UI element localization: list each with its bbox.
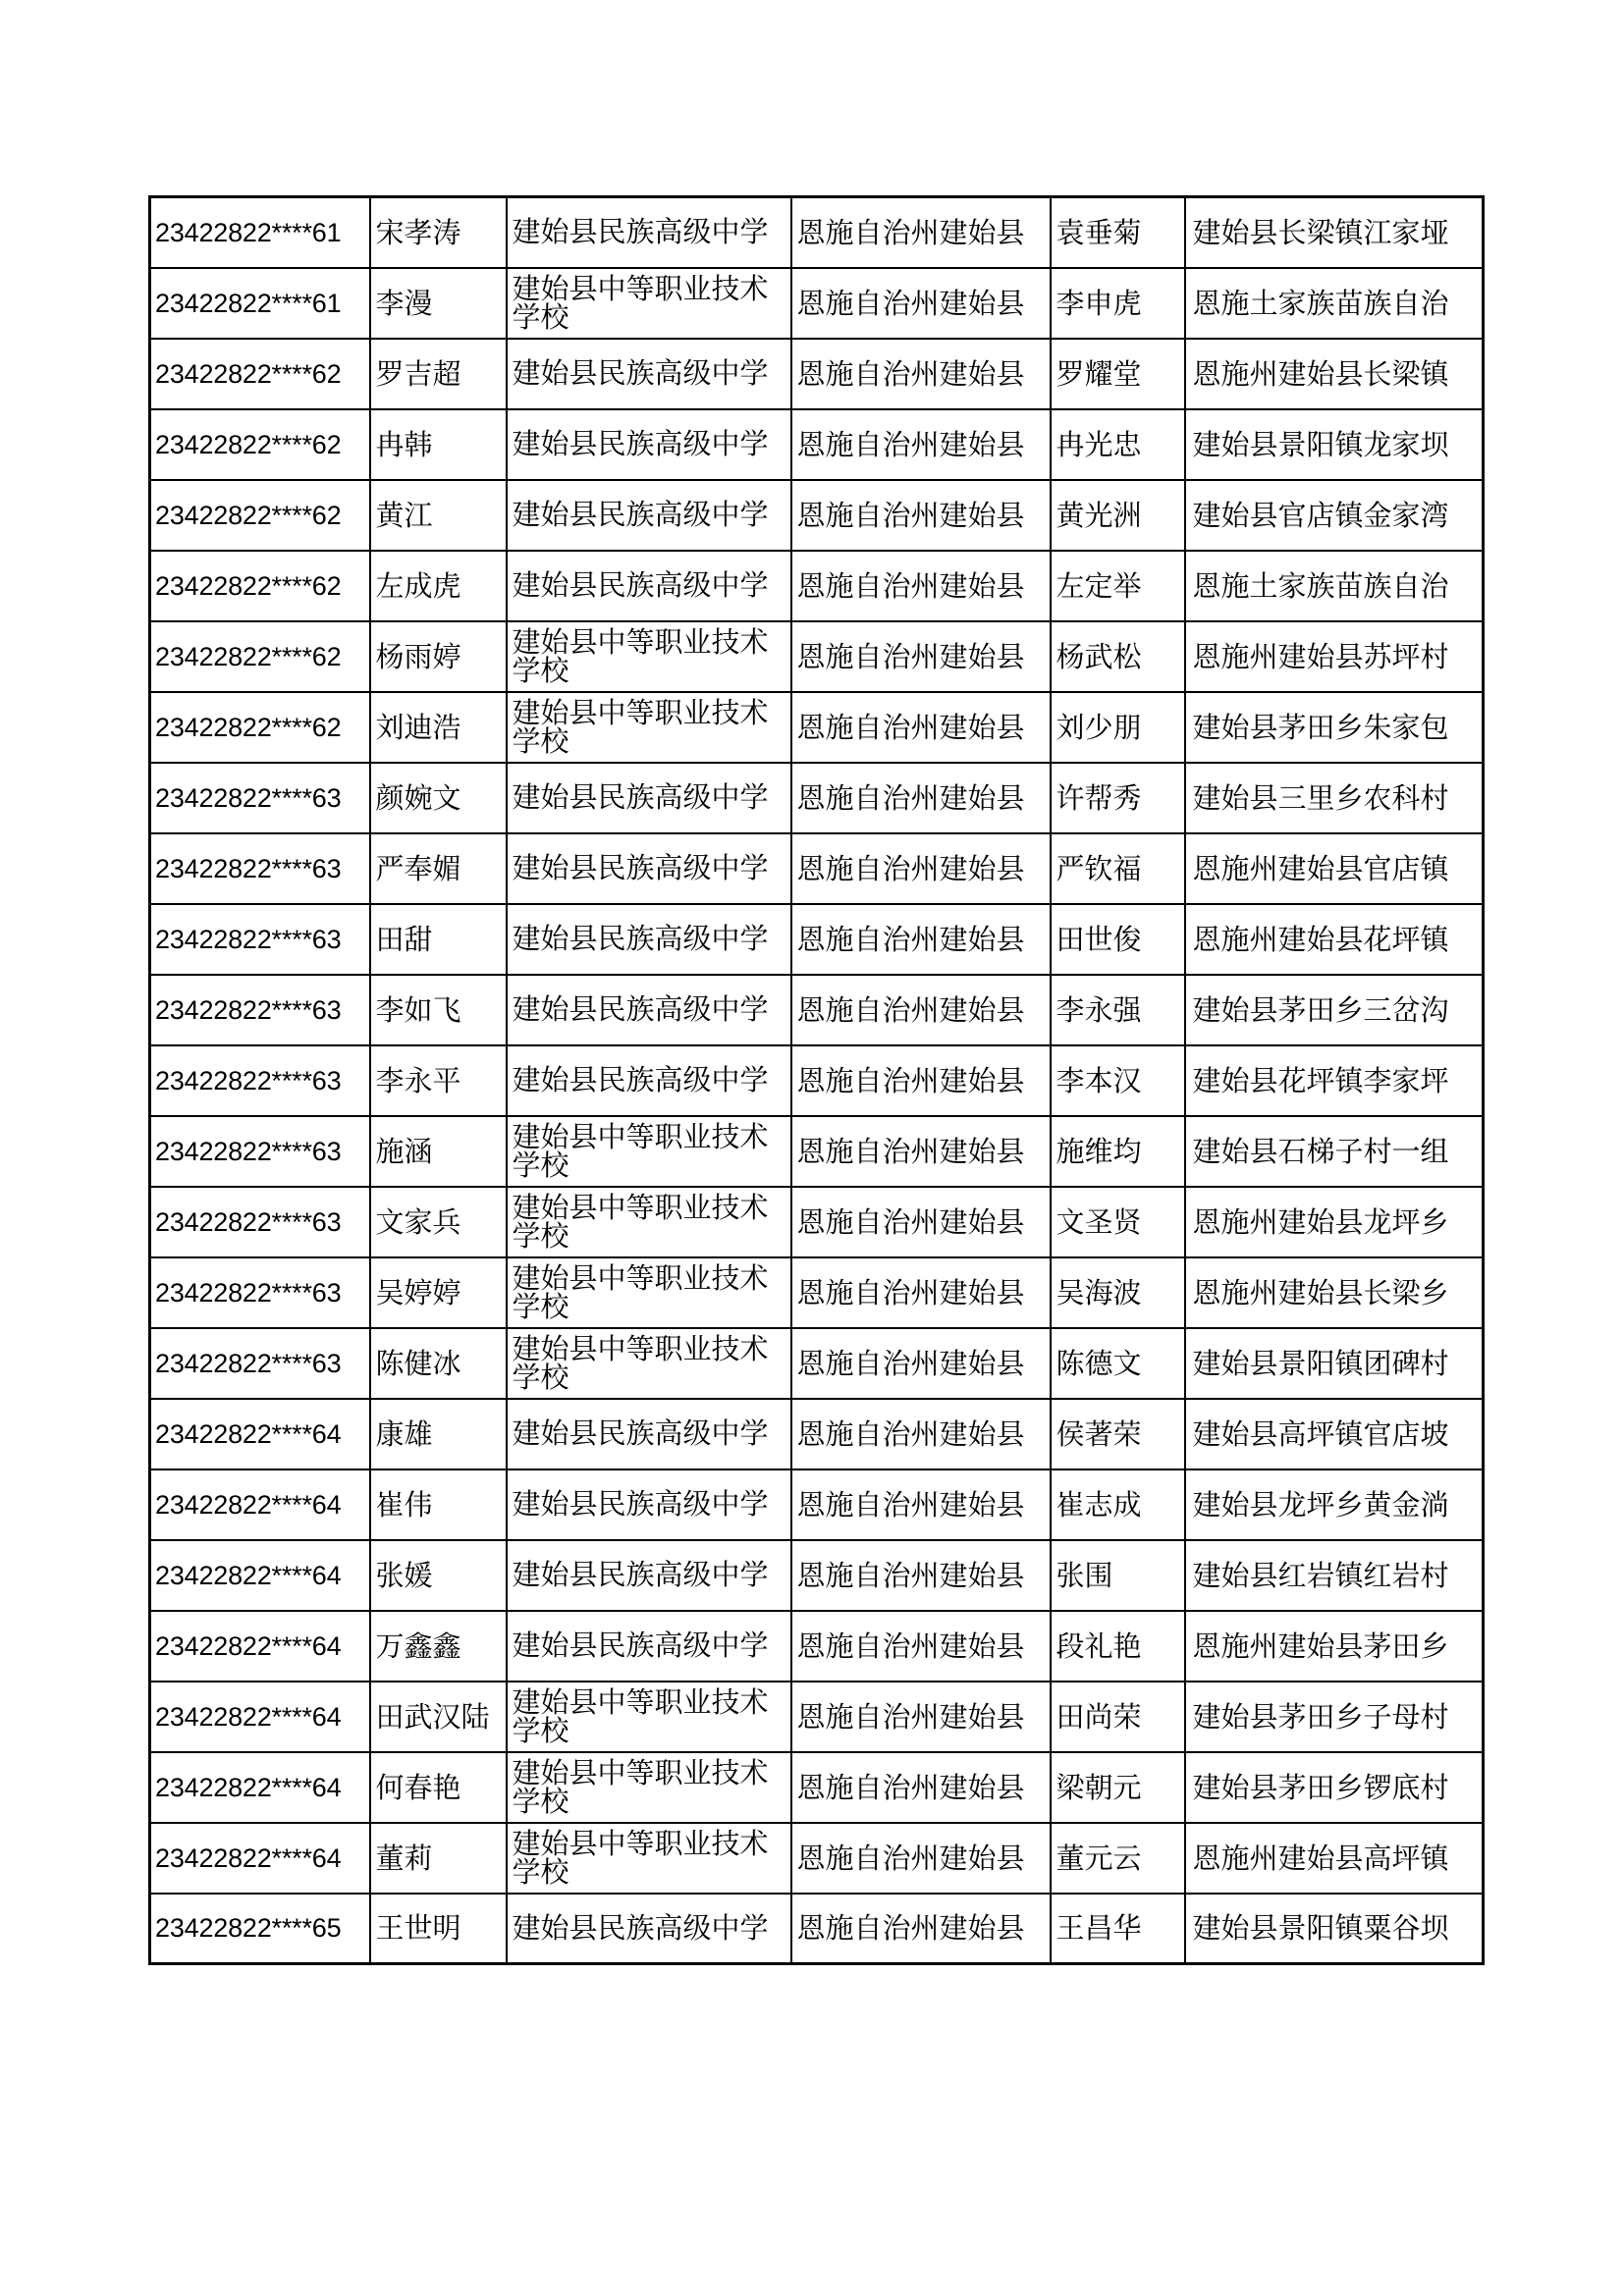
table-row [150, 904, 1484, 975]
school-cell: 建始县民族高级中学 [507, 975, 791, 1045]
region-cell: 恩施自治州建始县 [791, 197, 1051, 268]
student-id-cell: 23422822****64 [150, 1752, 370, 1823]
student-name-cell: 崔伟 [370, 1469, 507, 1540]
table-row [150, 268, 1484, 339]
school-cell: 建始县民族高级中学 [507, 551, 791, 621]
region-cell: 恩施自治州建始县 [791, 268, 1051, 339]
school-cell: 建始县民族高级中学 [507, 480, 791, 551]
guardian-name-cell: 严钦福 [1051, 833, 1185, 904]
region-cell: 恩施自治州建始县 [791, 1257, 1051, 1328]
school-cell: 建始县中等职业技术学校 [507, 1682, 791, 1752]
guardian-name-cell: 罗耀堂 [1051, 339, 1185, 409]
student-id-cell: 23422822****63 [150, 1045, 370, 1116]
region-cell: 恩施自治州建始县 [791, 551, 1051, 621]
student-name-cell: 王世明 [370, 1894, 507, 1964]
region-cell: 恩施自治州建始县 [791, 339, 1051, 409]
guardian-name-cell: 杨武松 [1051, 621, 1185, 692]
student-name-cell: 冉韩 [370, 409, 507, 480]
school-cell: 建始县中等职业技术学校 [507, 1187, 791, 1257]
guardian-name-cell: 王昌华 [1051, 1894, 1185, 1964]
address-cell: 建始县景阳镇团碑村 [1185, 1328, 1484, 1399]
student-id-cell: 23422822****62 [150, 551, 370, 621]
student-id-cell: 23422822****64 [150, 1469, 370, 1540]
school-cell: 建始县中等职业技术学校 [507, 1257, 791, 1328]
address-cell: 建始县茅田乡三岔沟 [1185, 975, 1484, 1045]
region-cell: 恩施自治州建始县 [791, 904, 1051, 975]
table-row [150, 551, 1484, 621]
table-row [150, 621, 1484, 692]
school-cell: 建始县民族高级中学 [507, 197, 791, 268]
region-cell: 恩施自治州建始县 [791, 621, 1051, 692]
table-row [150, 1682, 1484, 1752]
region-cell: 恩施自治州建始县 [791, 1540, 1051, 1611]
address-cell: 建始县茅田乡子母村 [1185, 1682, 1484, 1752]
school-cell: 建始县中等职业技术学校 [507, 1823, 791, 1894]
student-id-cell: 23422822****63 [150, 763, 370, 833]
school-cell: 建始县中等职业技术学校 [507, 1752, 791, 1823]
student-id-cell: 23422822****62 [150, 480, 370, 551]
student-id-cell: 23422822****63 [150, 975, 370, 1045]
student-name-cell: 罗吉超 [370, 339, 507, 409]
school-cell: 建始县民族高级中学 [507, 1045, 791, 1116]
student-id-cell: 23422822****62 [150, 692, 370, 763]
address-cell: 建始县红岩镇红岩村 [1185, 1540, 1484, 1611]
student-id-cell: 23422822****62 [150, 621, 370, 692]
student-name-cell: 宋孝涛 [370, 197, 507, 268]
region-cell: 恩施自治州建始县 [791, 692, 1051, 763]
guardian-name-cell: 崔志成 [1051, 1469, 1185, 1540]
school-cell: 建始县民族高级中学 [507, 339, 791, 409]
region-cell: 恩施自治州建始县 [791, 1682, 1051, 1752]
table-row [150, 833, 1484, 904]
student-roster-table [148, 195, 1485, 1965]
guardian-name-cell: 许帮秀 [1051, 763, 1185, 833]
address-cell: 恩施州建始县茅田乡 [1185, 1611, 1484, 1682]
student-id-cell: 23422822****65 [150, 1894, 370, 1964]
student-name-cell: 田甜 [370, 904, 507, 975]
region-cell: 恩施自治州建始县 [791, 409, 1051, 480]
region-cell: 恩施自治州建始县 [791, 1328, 1051, 1399]
student-id-cell: 23422822****61 [150, 268, 370, 339]
school-cell: 建始县民族高级中学 [507, 1540, 791, 1611]
table-row [150, 763, 1484, 833]
school-cell: 建始县民族高级中学 [507, 409, 791, 480]
student-name-cell: 颜婉文 [370, 763, 507, 833]
address-cell: 恩施土家族苗族自治 [1185, 268, 1484, 339]
address-cell: 建始县官店镇金家湾 [1185, 480, 1484, 551]
region-cell: 恩施自治州建始县 [791, 1116, 1051, 1187]
guardian-name-cell: 田世俊 [1051, 904, 1185, 975]
student-id-cell: 23422822****61 [150, 197, 370, 268]
table-row [150, 975, 1484, 1045]
student-name-cell: 吴婷婷 [370, 1257, 507, 1328]
student-name-cell: 左成虎 [370, 551, 507, 621]
student-id-cell: 23422822****64 [150, 1399, 370, 1469]
address-cell: 恩施州建始县苏坪村 [1185, 621, 1484, 692]
student-name-cell: 李如飞 [370, 975, 507, 1045]
address-cell: 恩施州建始县长梁乡 [1185, 1257, 1484, 1328]
guardian-name-cell: 梁朝元 [1051, 1752, 1185, 1823]
region-cell: 恩施自治州建始县 [791, 1187, 1051, 1257]
guardian-name-cell: 李永强 [1051, 975, 1185, 1045]
student-id-cell: 23422822****64 [150, 1682, 370, 1752]
school-cell: 建始县民族高级中学 [507, 1894, 791, 1964]
student-name-cell: 陈健冰 [370, 1328, 507, 1399]
address-cell: 建始县三里乡农科村 [1185, 763, 1484, 833]
student-id-cell: 23422822****63 [150, 904, 370, 975]
region-cell: 恩施自治州建始县 [791, 480, 1051, 551]
school-cell: 建始县民族高级中学 [507, 1469, 791, 1540]
table-row [150, 1894, 1484, 1964]
address-cell: 恩施州建始县长梁镇 [1185, 339, 1484, 409]
region-cell: 恩施自治州建始县 [791, 1045, 1051, 1116]
student-name-cell: 田武汉陆 [370, 1682, 507, 1752]
guardian-name-cell: 田尚荣 [1051, 1682, 1185, 1752]
address-cell: 建始县龙坪乡黄金淌 [1185, 1469, 1484, 1540]
table-row [150, 1257, 1484, 1328]
student-id-cell: 23422822****63 [150, 1257, 370, 1328]
student-id-cell: 23422822****63 [150, 1187, 370, 1257]
region-cell: 恩施自治州建始县 [791, 975, 1051, 1045]
table-row [150, 1045, 1484, 1116]
region-cell: 恩施自治州建始县 [791, 1894, 1051, 1964]
student-name-cell: 何春艳 [370, 1752, 507, 1823]
student-id-cell: 23422822****64 [150, 1540, 370, 1611]
guardian-name-cell: 侯著荣 [1051, 1399, 1185, 1469]
address-cell: 恩施州建始县龙坪乡 [1185, 1187, 1484, 1257]
address-cell: 恩施州建始县花坪镇 [1185, 904, 1484, 975]
table-row [150, 692, 1484, 763]
table-row [150, 1399, 1484, 1469]
student-name-cell: 刘迪浩 [370, 692, 507, 763]
student-id-cell: 23422822****64 [150, 1611, 370, 1682]
school-cell: 建始县中等职业技术学校 [507, 268, 791, 339]
student-name-cell: 文家兵 [370, 1187, 507, 1257]
student-name-cell: 杨雨婷 [370, 621, 507, 692]
school-cell: 建始县民族高级中学 [507, 833, 791, 904]
address-cell: 建始县花坪镇李家坪 [1185, 1045, 1484, 1116]
student-name-cell: 严奉媚 [370, 833, 507, 904]
student-id-cell: 23422822****64 [150, 1823, 370, 1894]
student-name-cell: 康雄 [370, 1399, 507, 1469]
table-row [150, 409, 1484, 480]
region-cell: 恩施自治州建始县 [791, 1611, 1051, 1682]
student-name-cell: 李漫 [370, 268, 507, 339]
table-row [150, 1187, 1484, 1257]
guardian-name-cell: 刘少朋 [1051, 692, 1185, 763]
guardian-name-cell: 文圣贤 [1051, 1187, 1185, 1257]
student-name-cell: 董莉 [370, 1823, 507, 1894]
address-cell: 恩施土家族苗族自治 [1185, 551, 1484, 621]
student-id-cell: 23422822****63 [150, 1328, 370, 1399]
student-id-cell: 23422822****63 [150, 833, 370, 904]
table-row [150, 480, 1484, 551]
table-row [150, 1611, 1484, 1682]
school-cell: 建始县民族高级中学 [507, 763, 791, 833]
region-cell: 恩施自治州建始县 [791, 1399, 1051, 1469]
address-cell: 建始县长梁镇江家垭 [1185, 197, 1484, 268]
guardian-name-cell: 袁垂菊 [1051, 197, 1185, 268]
school-cell: 建始县民族高级中学 [507, 1399, 791, 1469]
region-cell: 恩施自治州建始县 [791, 763, 1051, 833]
student-id-cell: 23422822****63 [150, 1116, 370, 1187]
table-row [150, 1540, 1484, 1611]
table-row [150, 1116, 1484, 1187]
guardian-name-cell: 董元云 [1051, 1823, 1185, 1894]
address-cell: 建始县高坪镇官店坡 [1185, 1399, 1484, 1469]
guardian-name-cell: 张围 [1051, 1540, 1185, 1611]
school-cell: 建始县中等职业技术学校 [507, 621, 791, 692]
address-cell: 建始县景阳镇粟谷坝 [1185, 1894, 1484, 1964]
table-row [150, 1752, 1484, 1823]
region-cell: 恩施自治州建始县 [791, 1469, 1051, 1540]
student-name-cell: 张媛 [370, 1540, 507, 1611]
table-row [150, 1328, 1484, 1399]
address-cell: 恩施州建始县高坪镇 [1185, 1823, 1484, 1894]
address-cell: 建始县景阳镇龙家坝 [1185, 409, 1484, 480]
roster-body [150, 197, 1484, 1964]
address-cell: 建始县石梯子村一组 [1185, 1116, 1484, 1187]
region-cell: 恩施自治州建始县 [791, 833, 1051, 904]
school-cell: 建始县民族高级中学 [507, 1611, 791, 1682]
student-name-cell: 施涵 [370, 1116, 507, 1187]
student-name-cell: 李永平 [370, 1045, 507, 1116]
school-cell: 建始县民族高级中学 [507, 904, 791, 975]
guardian-name-cell: 陈德文 [1051, 1328, 1185, 1399]
school-cell: 建始县中等职业技术学校 [507, 1328, 791, 1399]
guardian-name-cell: 施维均 [1051, 1116, 1185, 1187]
address-cell: 建始县茅田乡朱家包 [1185, 692, 1484, 763]
student-name-cell: 万鑫鑫 [370, 1611, 507, 1682]
school-cell: 建始县中等职业技术学校 [507, 1116, 791, 1187]
guardian-name-cell: 黄光洲 [1051, 480, 1185, 551]
region-cell: 恩施自治州建始县 [791, 1752, 1051, 1823]
address-cell: 建始县茅田乡锣底村 [1185, 1752, 1484, 1823]
address-cell: 恩施州建始县官店镇 [1185, 833, 1484, 904]
guardian-name-cell: 左定举 [1051, 551, 1185, 621]
guardian-name-cell: 吴海波 [1051, 1257, 1185, 1328]
region-cell: 恩施自治州建始县 [791, 1823, 1051, 1894]
student-id-cell: 23422822****62 [150, 339, 370, 409]
student-name-cell: 黄江 [370, 480, 507, 551]
table-row [150, 339, 1484, 409]
student-id-cell: 23422822****62 [150, 409, 370, 480]
guardian-name-cell: 冉光忠 [1051, 409, 1185, 480]
guardian-name-cell: 段礼艳 [1051, 1611, 1185, 1682]
school-cell: 建始县中等职业技术学校 [507, 692, 791, 763]
guardian-name-cell: 李申虎 [1051, 268, 1185, 339]
guardian-name-cell: 李本汉 [1051, 1045, 1185, 1116]
table-row [150, 1469, 1484, 1540]
table-row [150, 197, 1484, 268]
table-row [150, 1823, 1484, 1894]
